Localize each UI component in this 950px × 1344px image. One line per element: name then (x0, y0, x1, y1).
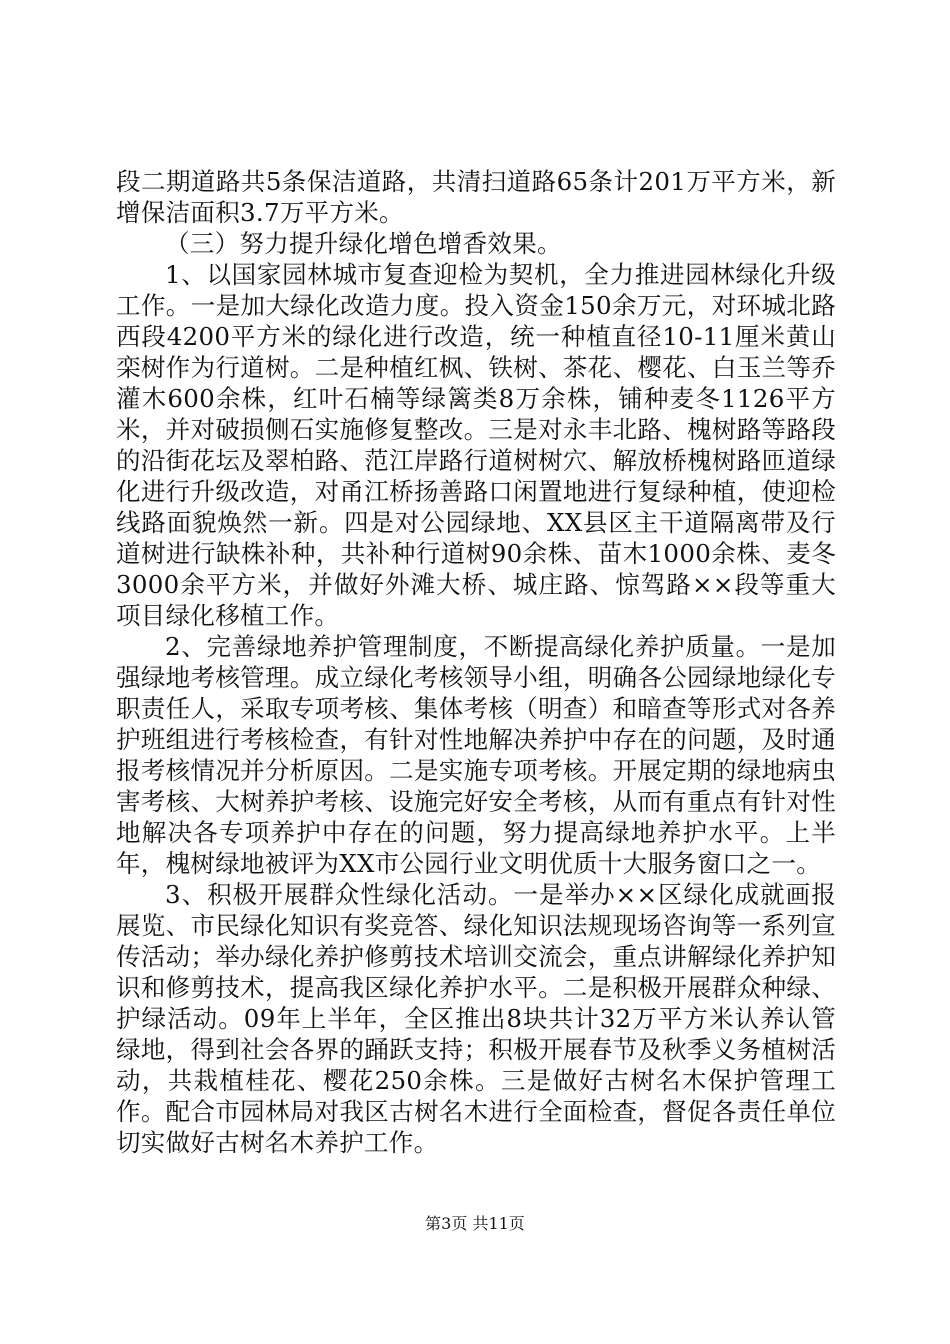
document-body (116, 166, 836, 1158)
paragraph-continuation: 段二期道路共5条保洁道路，共清扫道路65条计201万平方米，新增保洁面积3.7万平方米。 (116, 167, 836, 227)
section-heading: （三）努力提升绿化增色增香效果。 (165, 229, 562, 258)
paragraph-item-2: 2、完善绿地养护管理制度，不断提高绿化养护质量。一是加强绿地考核管理。成立绿化考核领导小组，明确各公园绿地绿化专职责任人，采取专项考核、集体考核（明查）和暗查等形式对各养护班组进行考核检查，有针对性地解决养护中存在的问题，及时通报考核情况并分析原因。二是实施专项考核。开展定期的绿地病虫害考核、大树养护考核、设施完好安全考核，从而有重点有针对性地解决各专项养护中存在的问题，努力提高绿地养护水平。上半年，槐树绿地被评为XX市公园行业文明优质十大服务窗口之一。 (116, 632, 836, 878)
paragraph-item-3: 3、积极开展群众性绿化活动。一是举办××区绿化成就画报展览、市民绿化知识有奖竞答、绿化知识法规现场咨询等一系列宣传活动；举办绿化养护修剪技术培训交流会，重点讲解绿化养护知识和修剪技术，提高我区绿化养护水平。二是积极开展群众种绿、护绿活动。09年上半年，全区推出8块共计32万平方米认养认管绿地，得到社会各界的踊跃支持；积极开展春节及秋季义务植树活动，共栽植桂花、樱花250余株。三是做好古树名木保护管理工作。配合市园林局对我区古树名木进行全面检查，督促各责任单位切实做好古树名木养护工作。 (116, 880, 836, 1157)
page-footer: 第3页 共11页 (425, 1214, 525, 1233)
paragraph-item-1: 1、以国家园林城市复查迎检为契机，全力推进园林绿化升级工作。一是加大绿化改造力度。投入资金150余万元，对环城北路西段4200平方米的绿化进行改造，统一种植直径10-11厘米黄山栾树作为行道树。二是种植红枫、铁树、茶花、樱花、白玉兰等乔灌木600余株，红叶石楠等绿篱类8万余株，铺种麦冬1126平方米，并对破损侧石实施修复整改。三是对永丰北路、槐树路等路段的沿街花坛及翠柏路、范江岸路行道树树穴、解放桥槐树路匝道绿化进行升级改造，对甬江桥扬善路口闲置地进行复绿种植，使迎检线路面貌焕然一新。四是对公园绿地、XX县区主干道隔离带及行道树进行缺株补种，共补种行道树90余株、苗木1000余株、麦冬3000余平方米，并做好外滩大桥、城庄路、惊驾路××段等重大项目绿化移植工作。 (116, 260, 836, 630)
